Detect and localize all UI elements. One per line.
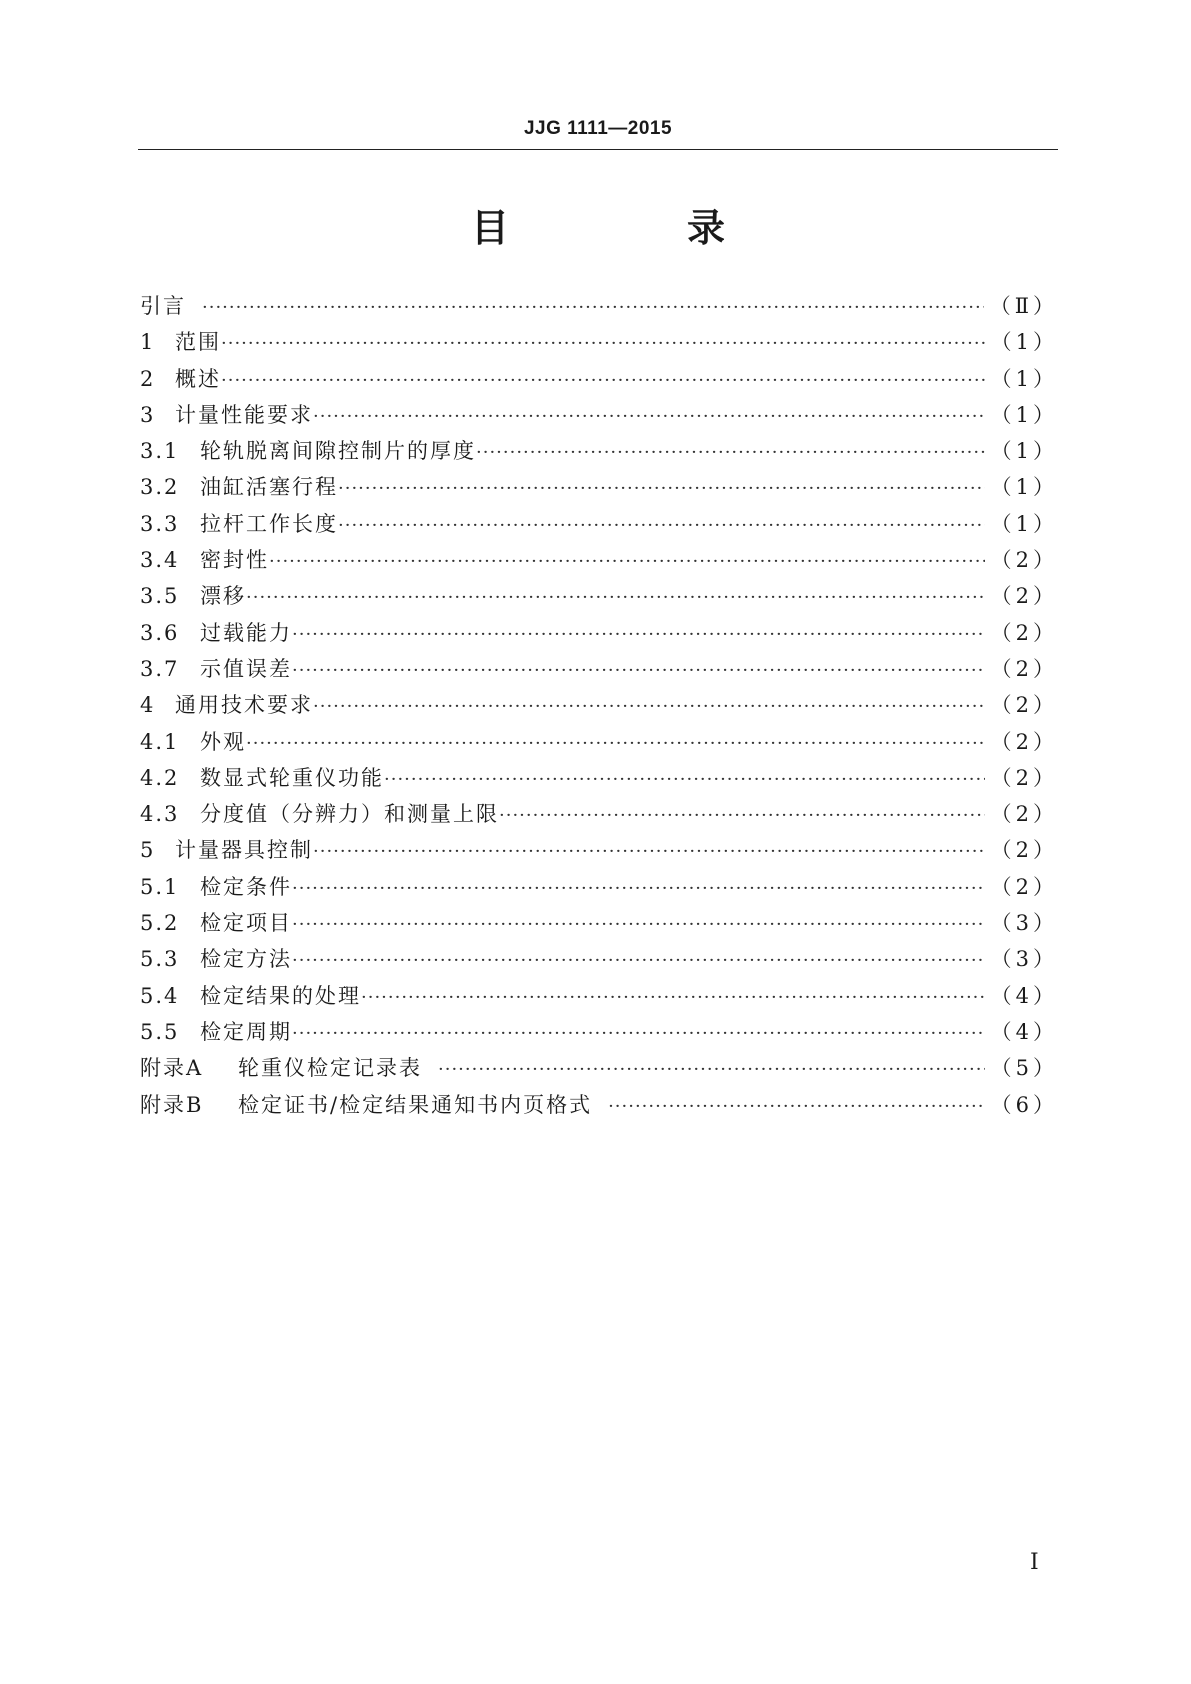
toc-entry-label: 拉杆工作长度 <box>200 511 338 536</box>
toc-dot-leader <box>246 580 985 616</box>
toc-entry-number: 1 <box>140 330 156 355</box>
toc-dot-leader <box>221 363 985 399</box>
toc-entry-page: （6） <box>990 1092 1058 1117</box>
toc-dot-leader <box>221 326 985 362</box>
toc-entry-page: （2） <box>990 584 1058 609</box>
toc-entry[interactable] <box>140 578 1058 614</box>
header-rule <box>138 149 1058 150</box>
toc-entry-page: （2） <box>990 620 1058 645</box>
toc-entry-label: 外观 <box>200 729 246 754</box>
toc-entry-label: 轮轨脱离间隙控制片的厚度 <box>200 439 476 464</box>
page-title: 目 录 <box>470 206 795 250</box>
toc-entry-label: 密封性 <box>200 548 269 573</box>
toc-entry-page: （1） <box>990 366 1058 391</box>
toc-entry-number: 3 <box>140 402 156 427</box>
toc-entry-label: 过载能力 <box>200 620 292 645</box>
toc-entry-page: （2） <box>990 693 1058 718</box>
toc-entry[interactable] <box>140 1014 1058 1050</box>
toc-entry[interactable] <box>140 869 1058 905</box>
toc-entry-number: 5.5 <box>140 1019 180 1044</box>
toc-entry[interactable] <box>140 1050 1058 1086</box>
toc-entry-label: 数显式轮重仪功能 <box>200 765 384 790</box>
toc-entry[interactable] <box>140 724 1058 760</box>
toc-entry-page: （2） <box>990 765 1058 790</box>
toc-entry[interactable] <box>140 433 1058 469</box>
toc-entry-number: 5.1 <box>140 874 180 899</box>
toc-entry-page: （4） <box>990 983 1058 1008</box>
toc-entry[interactable] <box>140 397 1058 433</box>
toc-dot-leader <box>438 1052 985 1088</box>
toc-entry-page: （2） <box>990 838 1058 863</box>
toc-entry-number: 5 <box>140 838 156 863</box>
toc-entry-label: 检定结果的处理 <box>200 983 361 1008</box>
toc-entry[interactable] <box>140 615 1058 651</box>
toc-entry-number: 3.1 <box>140 439 180 464</box>
toc-entry-label: 检定条件 <box>200 874 292 899</box>
toc-entry-label: 轮重仪检定记录表 <box>238 1056 422 1081</box>
toc-entry-label: 计量器具控制 <box>175 838 313 863</box>
toc-entry-page: （1） <box>990 511 1058 536</box>
toc-entry[interactable] <box>140 941 1058 977</box>
toc-dot-leader <box>476 435 985 471</box>
toc-entry[interactable] <box>140 978 1058 1014</box>
toc-entry-page: （2） <box>990 802 1058 827</box>
toc-dot-leader <box>202 290 984 326</box>
toc-dot-leader <box>384 762 985 798</box>
toc-entry-page: （1） <box>990 330 1058 355</box>
toc-entry-page: （1） <box>990 439 1058 464</box>
toc-entry-number: 5.4 <box>140 983 180 1008</box>
toc-entry-label: 检定证书/检定结果通知书内页格式 <box>238 1092 593 1117</box>
toc-dot-leader <box>313 834 985 870</box>
toc-entry-number: 附录A <box>140 1056 204 1081</box>
toc-dot-leader <box>292 617 985 653</box>
toc-entry-page: （1） <box>990 402 1058 427</box>
toc-dot-leader <box>246 726 985 762</box>
toc-entry-number: 3.7 <box>140 656 180 681</box>
toc-entry-page: （2） <box>990 729 1058 754</box>
toc-entry[interactable] <box>140 687 1058 723</box>
toc-dot-leader <box>292 943 985 979</box>
toc-entry-label: 引言 <box>140 294 186 318</box>
toc-entry-label: 计量性能要求 <box>175 402 313 427</box>
toc-entry-number: 4.2 <box>140 765 180 790</box>
toc-entry[interactable] <box>140 324 1058 360</box>
toc-entry-number: 5.2 <box>140 911 180 936</box>
toc-entry-label: 通用技术要求 <box>175 693 313 718</box>
toc-entry-label: 示值误差 <box>200 656 292 681</box>
toc-dot-leader <box>313 689 985 725</box>
toc-dot-leader <box>292 871 985 907</box>
toc-entry[interactable] <box>140 760 1058 796</box>
toc-entry-page: （5） <box>990 1056 1058 1081</box>
toc-entry-page: （2） <box>990 548 1058 573</box>
toc-entry-number: 附录B <box>140 1092 204 1117</box>
toc-entry-number: 3.4 <box>140 548 180 573</box>
toc-entry[interactable] <box>140 542 1058 578</box>
toc-entry-number: 3.6 <box>140 620 180 645</box>
toc-entry-number: 3.2 <box>140 475 180 500</box>
toc-dot-leader <box>292 1016 985 1052</box>
toc-entry-page: （3） <box>990 947 1058 972</box>
toc-entry[interactable] <box>140 288 1058 324</box>
toc-entry-page: （4） <box>990 1019 1058 1044</box>
toc-entry-label: 检定周期 <box>200 1019 292 1044</box>
toc-dot-leader <box>292 907 985 943</box>
toc-entry-label: 漂移 <box>200 584 246 609</box>
toc-entry[interactable] <box>140 832 1058 868</box>
toc-entry[interactable] <box>140 506 1058 542</box>
toc-entry-page: （2） <box>990 874 1058 899</box>
toc-entry-label: 范围 <box>175 330 221 355</box>
toc-entry-number: 4.1 <box>140 729 180 754</box>
toc-entry-number: 3.3 <box>140 511 180 536</box>
toc-dot-leader <box>361 980 985 1016</box>
toc-entry[interactable] <box>140 905 1058 941</box>
table-of-contents <box>140 288 1058 1123</box>
toc-dot-leader <box>608 1089 985 1125</box>
toc-dot-leader <box>499 798 985 834</box>
toc-entry-label: 检定项目 <box>200 911 292 936</box>
toc-entry-number: 4 <box>140 693 156 718</box>
toc-entry-page: （1） <box>990 475 1058 500</box>
toc-dot-leader <box>338 471 985 507</box>
toc-entry[interactable] <box>140 796 1058 832</box>
toc-entry-number: 4.3 <box>140 802 180 827</box>
toc-dot-leader <box>313 399 985 435</box>
toc-entry[interactable] <box>140 1087 1058 1123</box>
toc-entry-page: （Ⅱ） <box>989 294 1058 318</box>
toc-entry-page: （2） <box>990 656 1058 681</box>
page-number: Ⅰ <box>1030 1550 1039 1575</box>
toc-dot-leader <box>338 508 985 544</box>
toc-dot-leader <box>269 544 985 580</box>
toc-entry-label: 检定方法 <box>200 947 292 972</box>
toc-entry-number: 2 <box>140 366 156 391</box>
toc-entry[interactable] <box>140 651 1058 687</box>
running-header: JJG 1111—2015 <box>523 118 673 139</box>
toc-dot-leader <box>292 653 985 689</box>
toc-entry-number: 5.3 <box>140 947 180 972</box>
toc-entry-label: 概述 <box>175 366 221 391</box>
toc-entry-page: （3） <box>990 911 1058 936</box>
toc-entry-label: 分度值（分辨力）和测量上限 <box>200 802 499 827</box>
toc-entry-number: 3.5 <box>140 584 180 609</box>
toc-entry[interactable] <box>140 361 1058 397</box>
toc-entry[interactable] <box>140 469 1058 505</box>
toc-entry-label: 油缸活塞行程 <box>200 475 338 500</box>
